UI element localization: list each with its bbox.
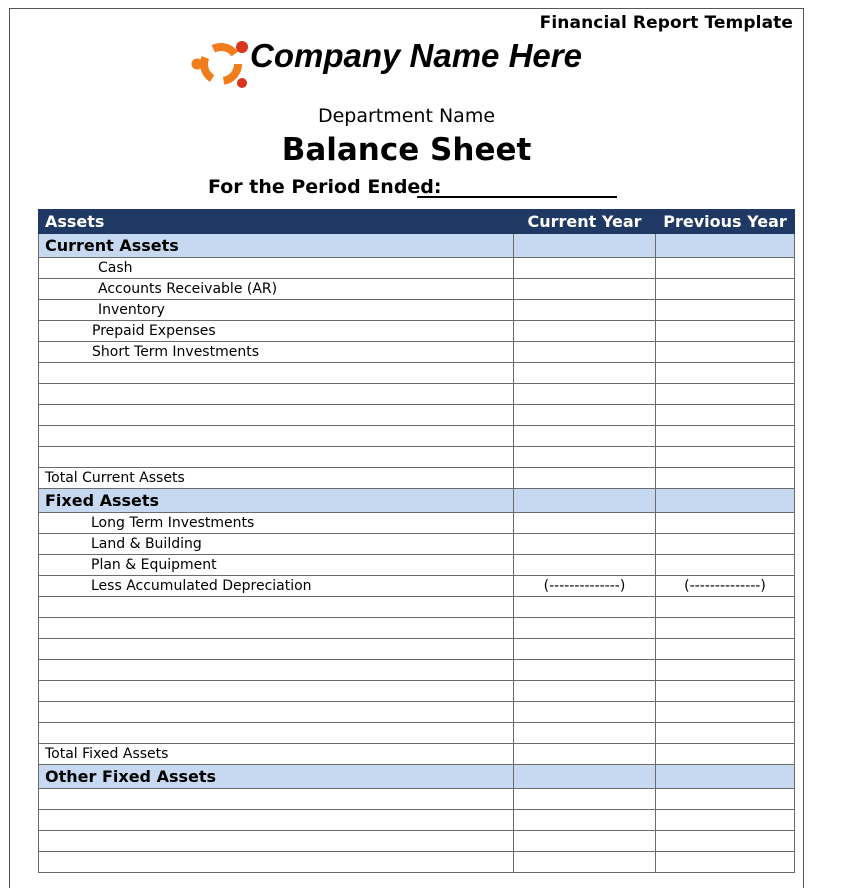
cell[interactable]: [39, 639, 514, 660]
row-label: Plan & Equipment: [39, 555, 514, 576]
row-label: Long Term Investments: [39, 513, 514, 534]
table-row: [39, 363, 795, 384]
cell[interactable]: [39, 447, 514, 468]
cell[interactable]: [656, 639, 795, 660]
cell[interactable]: [514, 447, 656, 468]
cell[interactable]: [39, 363, 514, 384]
cell[interactable]: [656, 258, 795, 279]
total-label: Total Fixed Assets: [39, 744, 514, 765]
table-row: [39, 660, 795, 681]
department-name: Department Name: [317, 105, 496, 127]
cell[interactable]: [514, 513, 656, 534]
cell[interactable]: [514, 426, 656, 447]
table-row: [39, 576, 795, 597]
cell[interactable]: [514, 702, 656, 723]
cell[interactable]: [656, 702, 795, 723]
cell[interactable]: [656, 534, 795, 555]
cell[interactable]: [656, 618, 795, 639]
table-row: [39, 321, 795, 342]
cell[interactable]: [656, 405, 795, 426]
cell[interactable]: [656, 744, 795, 765]
table-row: [39, 852, 795, 873]
table-row: [39, 447, 795, 468]
section-row-current-assets: [39, 234, 795, 258]
cell[interactable]: [514, 363, 656, 384]
cell[interactable]: [39, 660, 514, 681]
table-row: [39, 405, 795, 426]
cell[interactable]: [514, 384, 656, 405]
table-row: [39, 342, 795, 363]
cell[interactable]: [514, 534, 656, 555]
table-header-row: [39, 210, 795, 234]
company-name: Company Name Here: [250, 37, 582, 74]
cell[interactable]: [514, 810, 656, 831]
cell[interactable]: [656, 789, 795, 810]
table-row: [39, 639, 795, 660]
row-label: Inventory: [39, 300, 514, 321]
cell[interactable]: [656, 681, 795, 702]
table-row: [39, 384, 795, 405]
cell[interactable]: [656, 234, 795, 258]
cell[interactable]: [514, 468, 656, 489]
section-heading: Fixed Assets: [39, 489, 514, 513]
cell[interactable]: [39, 810, 514, 831]
balance-sheet-table: [38, 209, 795, 873]
cell[interactable]: [514, 639, 656, 660]
cell[interactable]: [656, 723, 795, 744]
row-label: Prepaid Expenses: [39, 321, 514, 342]
cell[interactable]: [514, 489, 656, 513]
section-heading: Other Fixed Assets: [39, 765, 514, 789]
table-row: [39, 555, 795, 576]
row-label: Short Term Investments: [39, 342, 514, 363]
cell[interactable]: [656, 363, 795, 384]
company-logo-icon: [190, 31, 252, 93]
cell[interactable]: [656, 279, 795, 300]
table-row: [39, 723, 795, 744]
table-row: [39, 534, 795, 555]
table-row: [39, 279, 795, 300]
section-row-other-fixed-assets: [39, 765, 795, 789]
cell[interactable]: [514, 597, 656, 618]
row-label: Accounts Receivable (AR): [39, 279, 514, 300]
cell[interactable]: [514, 660, 656, 681]
cell[interactable]: [39, 831, 514, 852]
period-date-line[interactable]: [417, 196, 617, 198]
cell[interactable]: [514, 681, 656, 702]
cell[interactable]: [514, 789, 656, 810]
cell[interactable]: [39, 681, 514, 702]
total-label: Total Current Assets: [39, 468, 514, 489]
cell[interactable]: [656, 765, 795, 789]
cell[interactable]: [514, 258, 656, 279]
table-row: [39, 702, 795, 723]
cell[interactable]: [656, 426, 795, 447]
table-row: [39, 618, 795, 639]
cell[interactable]: [39, 405, 514, 426]
total-row: [39, 468, 795, 489]
total-row: [39, 744, 795, 765]
cell[interactable]: [656, 810, 795, 831]
table-row: [39, 258, 795, 279]
cell[interactable]: [656, 300, 795, 321]
row-label: Less Accumulated Depreciation: [39, 576, 514, 597]
cell[interactable]: [39, 426, 514, 447]
section-heading: Current Assets: [39, 234, 514, 258]
row-label: Cash: [39, 258, 514, 279]
section-row-fixed-assets: [39, 489, 795, 513]
cell[interactable]: [514, 618, 656, 639]
col-header-assets: Assets: [39, 210, 514, 234]
cell[interactable]: [656, 831, 795, 852]
cell[interactable]: [39, 702, 514, 723]
cell[interactable]: [514, 852, 656, 873]
cell[interactable]: [656, 852, 795, 873]
document-page: [9, 8, 804, 888]
cell[interactable]: [39, 384, 514, 405]
depreciation-current-cell[interactable]: (--------------): [514, 576, 656, 597]
cell[interactable]: [514, 831, 656, 852]
cell[interactable]: [656, 321, 795, 342]
table-row: [39, 810, 795, 831]
table-row: [39, 681, 795, 702]
cell[interactable]: [656, 384, 795, 405]
cell[interactable]: [656, 555, 795, 576]
cell[interactable]: [514, 300, 656, 321]
cell[interactable]: [514, 321, 656, 342]
cell[interactable]: [39, 852, 514, 873]
cell[interactable]: [656, 597, 795, 618]
cell[interactable]: [656, 468, 795, 489]
cell[interactable]: [514, 765, 656, 789]
cell[interactable]: [514, 342, 656, 363]
row-label: Land & Building: [39, 534, 514, 555]
table-row: [39, 513, 795, 534]
cell[interactable]: [656, 342, 795, 363]
cell[interactable]: [514, 279, 656, 300]
cell[interactable]: [514, 555, 656, 576]
cell[interactable]: [39, 597, 514, 618]
depreciation-previous-cell[interactable]: (--------------): [656, 576, 795, 597]
table-row: [39, 789, 795, 810]
cell[interactable]: [514, 234, 656, 258]
cell[interactable]: [656, 489, 795, 513]
table-row: [39, 300, 795, 321]
col-header-previous-year: Previous Year: [656, 210, 795, 234]
cell[interactable]: [656, 447, 795, 468]
cell[interactable]: [514, 405, 656, 426]
table-row: [39, 426, 795, 447]
cell[interactable]: [656, 513, 795, 534]
cell[interactable]: [656, 660, 795, 681]
cell[interactable]: [39, 723, 514, 744]
cell[interactable]: [514, 723, 656, 744]
cell[interactable]: [39, 789, 514, 810]
cell[interactable]: [514, 744, 656, 765]
col-header-current-year: Current Year: [514, 210, 656, 234]
period-label: For the Period Ended:: [208, 176, 442, 198]
template-title: Financial Report Template: [539, 13, 793, 33]
table-row: [39, 831, 795, 852]
page-title: Balance Sheet: [281, 132, 532, 168]
table-row: [39, 597, 795, 618]
cell[interactable]: [39, 618, 514, 639]
